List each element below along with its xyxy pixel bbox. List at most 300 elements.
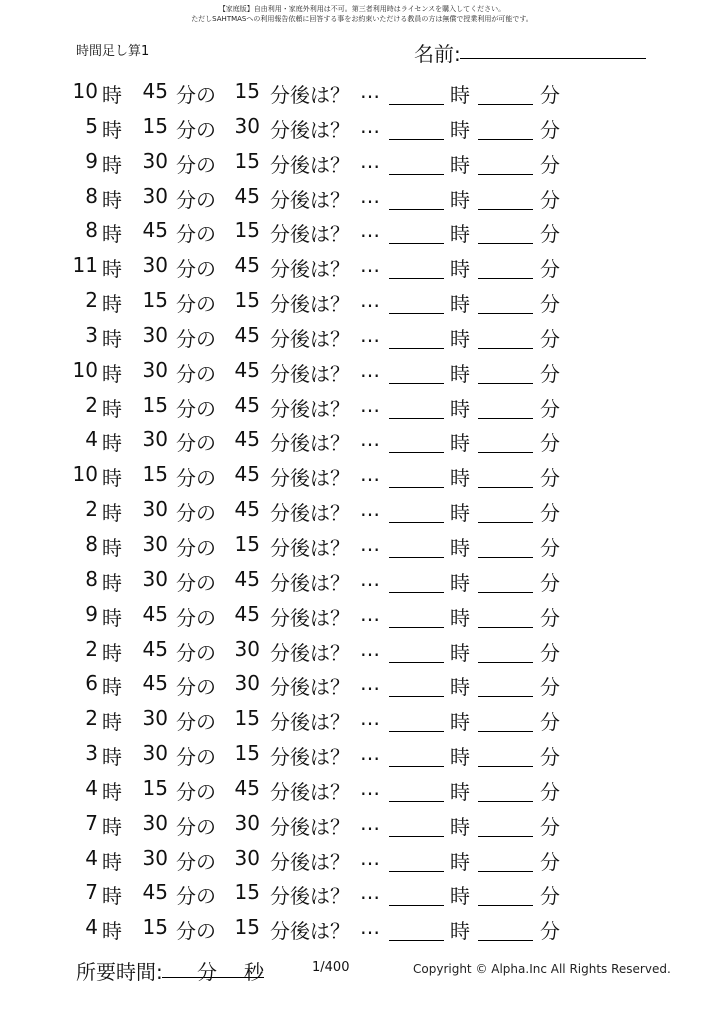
answer-hour-unit: 時: [450, 779, 470, 804]
minute-unit-label: 分の: [176, 884, 216, 909]
ellipsis: …: [360, 497, 380, 522]
problem-row: [0, 143, 724, 178]
problem-start-minute: 45: [142, 79, 168, 103]
question-suffix: 分後は？: [270, 292, 350, 317]
answer-minute-unit: 分: [540, 675, 560, 700]
problem-row: [0, 526, 724, 561]
answer-minute-unit: 分: [540, 222, 560, 247]
minute-unit-label: 分の: [176, 849, 216, 874]
answer-hour-unit: 時: [450, 745, 470, 770]
minute-unit-label: 分の: [176, 431, 216, 456]
answer-minute-unit: 分: [540, 710, 560, 735]
answer-hour-field[interactable]: [389, 352, 444, 384]
ellipsis: …: [360, 357, 380, 382]
answer-minute-unit: 分: [540, 187, 560, 212]
problem-start-minute: 30: [142, 845, 168, 870]
problem-start-hour: 2: [85, 706, 98, 731]
problem-start-minute: 45: [142, 218, 168, 243]
answer-minute-field[interactable]: [478, 665, 533, 697]
answer-minute-unit: 分: [540, 326, 560, 351]
answer-hour-field[interactable]: [389, 178, 444, 210]
problem-start-minute: 15: [142, 462, 168, 487]
ellipsis: …: [360, 218, 380, 243]
ellipsis: …: [360, 636, 380, 661]
elapsed-time-label: 所要時間:: [76, 960, 163, 984]
problem-added-minutes: 30: [234, 671, 260, 696]
problem-added-minutes: 15: [234, 915, 260, 940]
answer-hour-unit: 時: [450, 326, 470, 351]
problem-start-hour: 4: [85, 915, 98, 940]
minute-unit-label: 分の: [176, 326, 216, 351]
answer-minute-field[interactable]: [478, 596, 533, 628]
minute-unit-label: 分の: [176, 710, 216, 735]
answer-minute-field[interactable]: [478, 909, 533, 941]
hour-unit-label: 時: [102, 675, 122, 700]
problem-start-hour: 8: [85, 218, 98, 243]
hour-unit-label: 時: [102, 884, 122, 909]
minute-unit-label: 分の: [176, 501, 216, 526]
answer-hour-field[interactable]: [389, 770, 444, 802]
hour-unit-label: 時: [102, 605, 122, 630]
ellipsis: …: [360, 810, 380, 835]
problem-added-minutes: 45: [234, 253, 260, 278]
problem-row: [0, 178, 724, 213]
problem-added-minutes: 15: [234, 288, 260, 313]
answer-hour-field[interactable]: [389, 282, 444, 314]
hour-unit-label: 時: [102, 570, 122, 595]
question-suffix: 分後は？: [270, 83, 350, 107]
problem-start-hour: 11: [72, 253, 98, 278]
problem-added-minutes: 15: [234, 79, 260, 103]
ellipsis: …: [360, 845, 380, 870]
problem-row: [0, 212, 724, 247]
answer-hour-unit: 時: [450, 814, 470, 839]
question-suffix: 分後は？: [270, 222, 350, 247]
minute-unit-label: 分の: [176, 83, 216, 107]
hour-unit-label: 時: [102, 361, 122, 386]
hour-unit-label: 時: [102, 501, 122, 526]
answer-minute-unit: 分: [540, 361, 560, 386]
ellipsis: …: [360, 531, 380, 556]
copyright: Copyright © Alpha.Inc All Rights Reserved.: [413, 962, 671, 976]
answer-hour-unit: 時: [450, 396, 470, 421]
problem-start-hour: 5: [85, 113, 98, 138]
answer-hour-field[interactable]: [389, 596, 444, 628]
answer-hour-unit: 時: [450, 152, 470, 177]
answer-minute-field[interactable]: [478, 317, 533, 349]
question-suffix: 分後は？: [270, 117, 350, 142]
problem-start-minute: 30: [142, 497, 168, 522]
problem-start-hour: 2: [85, 636, 98, 661]
answer-minute-field[interactable]: [478, 631, 533, 663]
answer-hour-field[interactable]: [389, 491, 444, 523]
problem-start-minute: 30: [142, 253, 168, 278]
problem-added-minutes: 30: [234, 810, 260, 835]
problem-added-minutes: 15: [234, 218, 260, 243]
answer-hour-field[interactable]: [389, 421, 444, 453]
question-suffix: 分後は？: [270, 605, 350, 630]
problem-start-hour: 9: [85, 601, 98, 626]
hour-unit-label: 時: [102, 187, 122, 212]
problem-row: [0, 631, 724, 666]
problem-start-minute: 15: [142, 775, 168, 800]
problem-start-hour: 4: [85, 845, 98, 870]
problem-start-minute: 45: [142, 671, 168, 696]
problem-row: [0, 596, 724, 631]
hour-unit-label: 時: [102, 745, 122, 770]
problem-start-hour: 2: [85, 497, 98, 522]
problem-start-minute: 30: [142, 148, 168, 173]
answer-hour-field[interactable]: [389, 631, 444, 663]
answer-hour-unit: 時: [450, 675, 470, 700]
minute-unit-label: 分の: [176, 152, 216, 177]
answer-minute-unit: 分: [540, 83, 560, 107]
problem-start-minute: 15: [142, 113, 168, 138]
ellipsis: …: [360, 775, 380, 800]
question-suffix: 分後は？: [270, 745, 350, 770]
answer-minute-field[interactable]: [478, 700, 533, 732]
problem-added-minutes: 45: [234, 322, 260, 347]
ellipsis: …: [360, 706, 380, 731]
problem-start-hour: 7: [85, 810, 98, 835]
problem-row: [0, 665, 724, 700]
ellipsis: …: [360, 566, 380, 591]
answer-minute-field[interactable]: [478, 73, 533, 105]
answer-hour-unit: 時: [450, 605, 470, 630]
hour-unit-label: 時: [102, 814, 122, 839]
problem-added-minutes: 45: [234, 357, 260, 382]
problem-row: [0, 770, 724, 805]
answer-hour-unit: 時: [450, 187, 470, 212]
minute-unit-label: 分の: [176, 117, 216, 142]
question-suffix: 分後は？: [270, 361, 350, 386]
answer-minute-unit: 分: [540, 431, 560, 456]
problem-list: [0, 73, 724, 944]
ellipsis: …: [360, 288, 380, 313]
problem-added-minutes: 45: [234, 183, 260, 208]
problem-start-hour: 7: [85, 880, 98, 905]
problem-added-minutes: 45: [234, 497, 260, 522]
hour-unit-label: 時: [102, 535, 122, 560]
hour-unit-label: 時: [102, 779, 122, 804]
question-suffix: 分後は？: [270, 466, 350, 491]
problem-start-hour: 9: [85, 148, 98, 173]
answer-hour-unit: 時: [450, 466, 470, 491]
ellipsis: …: [360, 915, 380, 940]
answer-minute-unit: 分: [540, 466, 560, 491]
name-label: 名前:: [414, 42, 461, 66]
answer-hour-field[interactable]: [389, 805, 444, 837]
ellipsis: …: [360, 741, 380, 766]
answer-minute-unit: 分: [540, 396, 560, 421]
answer-hour-unit: 時: [450, 501, 470, 526]
problem-row: [0, 909, 724, 944]
problem-start-hour: 8: [85, 183, 98, 208]
answer-hour-field[interactable]: [389, 735, 444, 767]
ellipsis: …: [360, 601, 380, 626]
minute-unit-label: 分の: [176, 535, 216, 560]
problem-row: [0, 317, 724, 352]
problem-added-minutes: 30: [234, 113, 260, 138]
problem-added-minutes: 45: [234, 566, 260, 591]
ellipsis: …: [360, 671, 380, 696]
answer-minute-unit: 分: [540, 292, 560, 317]
problem-start-hour: 4: [85, 427, 98, 452]
answer-minute-field[interactable]: [478, 874, 533, 906]
problem-start-hour: 10: [72, 79, 98, 103]
problem-row: [0, 387, 724, 422]
answer-hour-field[interactable]: [389, 212, 444, 244]
problem-added-minutes: 45: [234, 462, 260, 487]
answer-hour-unit: 時: [450, 570, 470, 595]
problem-row: [0, 282, 724, 317]
answer-hour-field[interactable]: [389, 108, 444, 140]
minute-unit-label: 分の: [176, 396, 216, 421]
answer-hour-field[interactable]: [389, 909, 444, 941]
ellipsis: …: [360, 253, 380, 278]
elapsed-seconds-unit: 秒: [244, 960, 264, 984]
hour-unit-label: 時: [102, 83, 122, 107]
problem-row: [0, 456, 724, 491]
answer-minute-field[interactable]: [478, 456, 533, 488]
question-suffix: 分後は？: [270, 710, 350, 735]
problem-start-minute: 30: [142, 810, 168, 835]
minute-unit-label: 分の: [176, 675, 216, 700]
problem-row: [0, 805, 724, 840]
elapsed-minutes-unit: 分: [197, 960, 217, 984]
answer-minute-field[interactable]: [478, 387, 533, 419]
minute-unit-label: 分の: [176, 779, 216, 804]
ellipsis: …: [360, 322, 380, 347]
question-suffix: 分後は？: [270, 535, 350, 560]
name-field[interactable]: [460, 58, 646, 59]
hour-unit-label: 時: [102, 431, 122, 456]
ellipsis: …: [360, 79, 380, 103]
ellipsis: …: [360, 427, 380, 452]
problem-added-minutes: 15: [234, 741, 260, 766]
hour-unit-label: 時: [102, 640, 122, 665]
hour-unit-label: 時: [102, 222, 122, 247]
answer-hour-unit: 時: [450, 919, 470, 944]
answer-minute-unit: 分: [540, 117, 560, 142]
answer-minute-field[interactable]: [478, 491, 533, 523]
problem-added-minutes: 15: [234, 148, 260, 173]
answer-hour-unit: 時: [450, 640, 470, 665]
answer-minute-field[interactable]: [478, 526, 533, 558]
problem-added-minutes: 45: [234, 601, 260, 626]
minute-unit-label: 分の: [176, 570, 216, 595]
answer-hour-field[interactable]: [389, 665, 444, 697]
problem-row: [0, 735, 724, 770]
answer-hour-unit: 時: [450, 292, 470, 317]
problem-added-minutes: 45: [234, 775, 260, 800]
answer-minute-unit: 分: [540, 919, 560, 944]
page-number: 1/400: [312, 960, 350, 975]
problem-start-hour: 4: [85, 775, 98, 800]
question-suffix: 分後は？: [270, 501, 350, 526]
question-suffix: 分後は？: [270, 640, 350, 665]
answer-hour-field[interactable]: [389, 73, 444, 105]
problem-start-minute: 30: [142, 183, 168, 208]
hour-unit-label: 時: [102, 257, 122, 282]
question-suffix: 分後は？: [270, 570, 350, 595]
ellipsis: …: [360, 113, 380, 138]
hour-unit-label: 時: [102, 292, 122, 317]
answer-hour-unit: 時: [450, 117, 470, 142]
answer-minute-field[interactable]: [478, 735, 533, 767]
hour-unit-label: 時: [102, 710, 122, 735]
answer-minute-unit: 分: [540, 570, 560, 595]
ellipsis: …: [360, 880, 380, 905]
answer-minute-field[interactable]: [478, 352, 533, 384]
answer-minute-unit: 分: [540, 257, 560, 282]
answer-hour-field[interactable]: [389, 874, 444, 906]
problem-row: [0, 352, 724, 387]
answer-hour-field[interactable]: [389, 526, 444, 558]
answer-hour-unit: 時: [450, 222, 470, 247]
answer-hour-field[interactable]: [389, 700, 444, 732]
problem-start-minute: 30: [142, 741, 168, 766]
minute-unit-label: 分の: [176, 222, 216, 247]
problem-added-minutes: 45: [234, 392, 260, 417]
ellipsis: …: [360, 462, 380, 487]
problem-row: [0, 108, 724, 143]
minute-unit-label: 分の: [176, 187, 216, 212]
question-suffix: 分後は？: [270, 187, 350, 212]
problem-start-minute: 45: [142, 880, 168, 905]
problem-start-hour: 3: [85, 741, 98, 766]
answer-minute-field[interactable]: [478, 212, 533, 244]
answer-hour-unit: 時: [450, 83, 470, 107]
question-suffix: 分後は？: [270, 919, 350, 944]
problem-start-hour: 10: [72, 357, 98, 382]
answer-hour-field[interactable]: [389, 317, 444, 349]
problem-start-minute: 15: [142, 392, 168, 417]
problem-start-minute: 30: [142, 357, 168, 382]
minute-unit-label: 分の: [176, 745, 216, 770]
problem-start-minute: 45: [142, 636, 168, 661]
answer-hour-field[interactable]: [389, 456, 444, 488]
answer-minute-unit: 分: [540, 640, 560, 665]
problem-start-minute: 30: [142, 322, 168, 347]
problem-start-minute: 15: [142, 915, 168, 940]
problem-row: [0, 874, 724, 909]
license-notice: [0, 4, 724, 24]
problem-start-hour: 6: [85, 671, 98, 696]
answer-minute-field[interactable]: [478, 805, 533, 837]
question-suffix: 分後は？: [270, 814, 350, 839]
answer-minute-unit: 分: [540, 814, 560, 839]
answer-minute-unit: 分: [540, 779, 560, 804]
answer-minute-unit: 分: [540, 605, 560, 630]
answer-hour-unit: 時: [450, 710, 470, 735]
hour-unit-label: 時: [102, 152, 122, 177]
minute-unit-label: 分の: [176, 361, 216, 386]
answer-minute-unit: 分: [540, 849, 560, 874]
problem-start-hour: 3: [85, 322, 98, 347]
hour-unit-label: 時: [102, 396, 122, 421]
problem-added-minutes: 15: [234, 531, 260, 556]
hour-unit-label: 時: [102, 466, 122, 491]
hour-unit-label: 時: [102, 919, 122, 944]
ellipsis: …: [360, 392, 380, 417]
answer-minute-unit: 分: [540, 152, 560, 177]
question-suffix: 分後は？: [270, 884, 350, 909]
answer-minute-field[interactable]: [478, 840, 533, 872]
answer-minute-field[interactable]: [478, 282, 533, 314]
problem-start-minute: 30: [142, 566, 168, 591]
answer-minute-unit: 分: [540, 884, 560, 909]
answer-hour-unit: 時: [450, 884, 470, 909]
problem-start-hour: 2: [85, 288, 98, 313]
answer-hour-unit: 時: [450, 535, 470, 560]
problem-added-minutes: 30: [234, 636, 260, 661]
problem-start-minute: 30: [142, 531, 168, 556]
answer-minute-field[interactable]: [478, 108, 533, 140]
problem-row: [0, 247, 724, 282]
answer-hour-field[interactable]: [389, 387, 444, 419]
problem-added-minutes: 15: [234, 706, 260, 731]
answer-hour-field[interactable]: [389, 840, 444, 872]
answer-hour-unit: 時: [450, 361, 470, 386]
answer-minute-field[interactable]: [478, 178, 533, 210]
license-notice-line-1: 【家庭版】自由利用・家庭外利用は不可。第三者利用時はライセンスを購入してください。: [218, 5, 506, 13]
problem-start-hour: 10: [72, 462, 98, 487]
problem-row: [0, 491, 724, 526]
answer-minute-field[interactable]: [478, 143, 533, 175]
minute-unit-label: 分の: [176, 814, 216, 839]
problem-start-hour: 2: [85, 392, 98, 417]
minute-unit-label: 分の: [176, 605, 216, 630]
ellipsis: …: [360, 183, 380, 208]
question-suffix: 分後は？: [270, 675, 350, 700]
problem-added-minutes: 45: [234, 427, 260, 452]
answer-hour-field[interactable]: [389, 561, 444, 593]
question-suffix: 分後は？: [270, 779, 350, 804]
minute-unit-label: 分の: [176, 919, 216, 944]
ellipsis: …: [360, 148, 380, 173]
problem-row: [0, 840, 724, 875]
answer-hour-field[interactable]: [389, 143, 444, 175]
problem-start-hour: 8: [85, 531, 98, 556]
answer-minute-field[interactable]: [478, 770, 533, 802]
minute-unit-label: 分の: [176, 292, 216, 317]
answer-hour-unit: 時: [450, 849, 470, 874]
minute-unit-label: 分の: [176, 466, 216, 491]
problem-row: [0, 73, 724, 108]
minute-unit-label: 分の: [176, 257, 216, 282]
answer-hour-unit: 時: [450, 257, 470, 282]
question-suffix: 分後は？: [270, 257, 350, 282]
answer-minute-field[interactable]: [478, 421, 533, 453]
answer-hour-field[interactable]: [389, 247, 444, 279]
problem-start-minute: 15: [142, 288, 168, 313]
problem-start-hour: 8: [85, 566, 98, 591]
problem-row: [0, 700, 724, 735]
answer-hour-unit: 時: [450, 431, 470, 456]
question-suffix: 分後は？: [270, 431, 350, 456]
problem-start-minute: 30: [142, 706, 168, 731]
hour-unit-label: 時: [102, 849, 122, 874]
problem-row: [0, 421, 724, 456]
problem-added-minutes: 15: [234, 880, 260, 905]
answer-minute-field[interactable]: [478, 561, 533, 593]
hour-unit-label: 時: [102, 117, 122, 142]
sheet-title: 時間足し算1: [76, 44, 150, 59]
question-suffix: 分後は？: [270, 396, 350, 421]
license-notice-line-2: ただしSAHTMASへの利用報告依頼に回答する事をお約束いただける教員の方は無償で授業利用が可能です。: [191, 15, 533, 23]
answer-minute-field[interactable]: [478, 247, 533, 279]
